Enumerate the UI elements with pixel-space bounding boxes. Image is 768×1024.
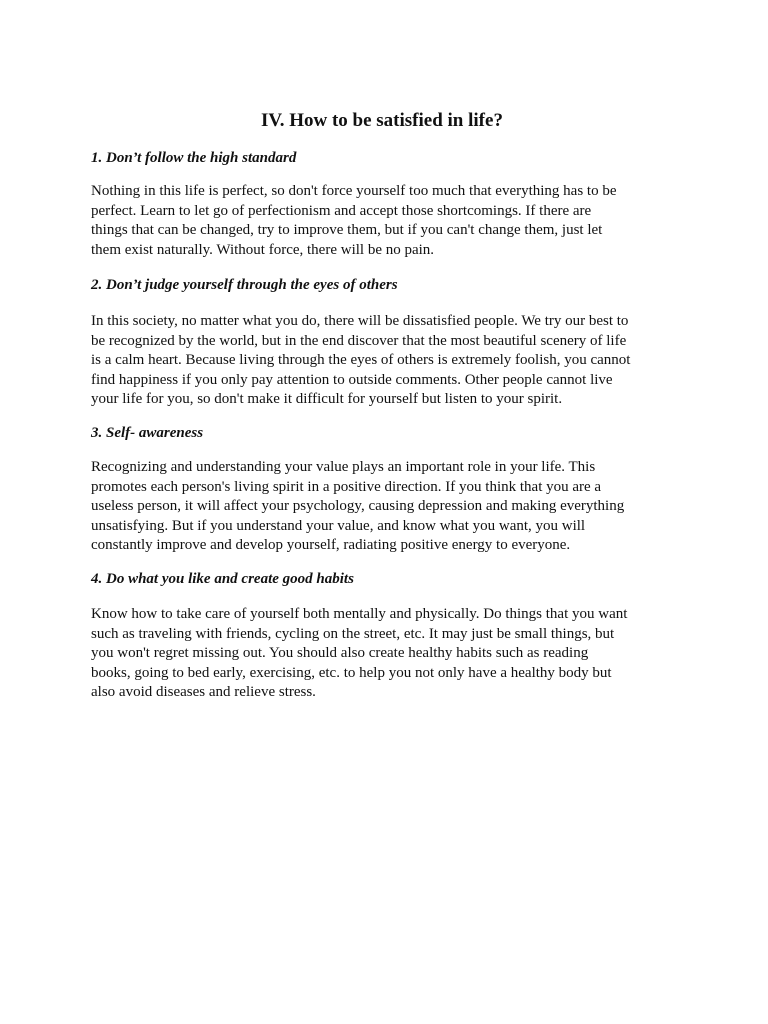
paragraph-line: your life for you, so don't make it difficult for yourself but listen to your spirit.	[91, 391, 563, 407]
paragraph-line: books, going to bed early, exercising, etc. to help you not only have a healthy body but	[91, 664, 612, 681]
paragraph-line: perfect. Learn to let go of perfectionism and accept those shortcomings. If there are	[91, 202, 592, 219]
paragraph-line: find happiness if you only pay attention to outside comments. Other people cannot live	[91, 371, 613, 388]
section-4-heading: 4. Do what you like and create good habits	[91, 571, 354, 587]
section-2-heading: 2. Don’t judge yourself through the eyes of others	[91, 277, 398, 293]
paragraph-line: Nothing in this life is perfect, so don't force yourself too much that everything has to be	[91, 183, 617, 199]
paragraph-line: promotes each person's living spirit in a positive direction. If you think that you are a	[91, 478, 602, 495]
paragraph-line: such as traveling with friends, cycling on the street, etc. It may just be small things, but	[91, 625, 615, 642]
paragraph-line: constantly improve and develop yourself, radiating positive energy to everyone.	[91, 537, 571, 553]
paragraph-line: Know how to take care of yourself both mentally and physically. Do things that you want	[91, 606, 628, 622]
paragraph-line: them exist naturally. Without force, there will be no pain.	[91, 241, 435, 258]
document-title: IV. How to be satisfied in life?	[261, 110, 503, 131]
paragraph-line: things that can be changed, try to improve them, but if you can't change them, just let	[91, 222, 603, 238]
paragraph-line: also avoid diseases and relieve stress.	[91, 684, 316, 700]
section-1-body	[91, 182, 691, 260]
paragraph-line: be recognized by the world, but in the end discover that the most beautiful scenery of life	[91, 332, 627, 349]
paragraph-line: In this society, no matter what you do, there will be dissatisfied people. We try our best to	[91, 313, 629, 329]
paragraph-line: Recognizing and understanding your value plays an important role in your life. This	[91, 459, 596, 475]
section-4-body	[91, 605, 691, 703]
paragraph-line: you won't regret missing out. You should also create healthy habits such as reading	[91, 645, 589, 661]
section-3-body	[91, 458, 691, 556]
paragraph-line: useless person, it will affect your psychology, causing depression and making everything	[91, 498, 625, 514]
section-2-body	[91, 312, 691, 410]
section-1-heading: 1. Don’t follow the high standard	[91, 150, 297, 166]
paragraph-line: unsatisfying. But if you understand your value, and know what you want, you will	[91, 517, 586, 534]
paragraph-line: is a calm heart. Because living through the eyes of others is extremely foolish, you cannot	[91, 352, 631, 368]
section-3-heading: 3. Self- awareness	[91, 425, 204, 441]
